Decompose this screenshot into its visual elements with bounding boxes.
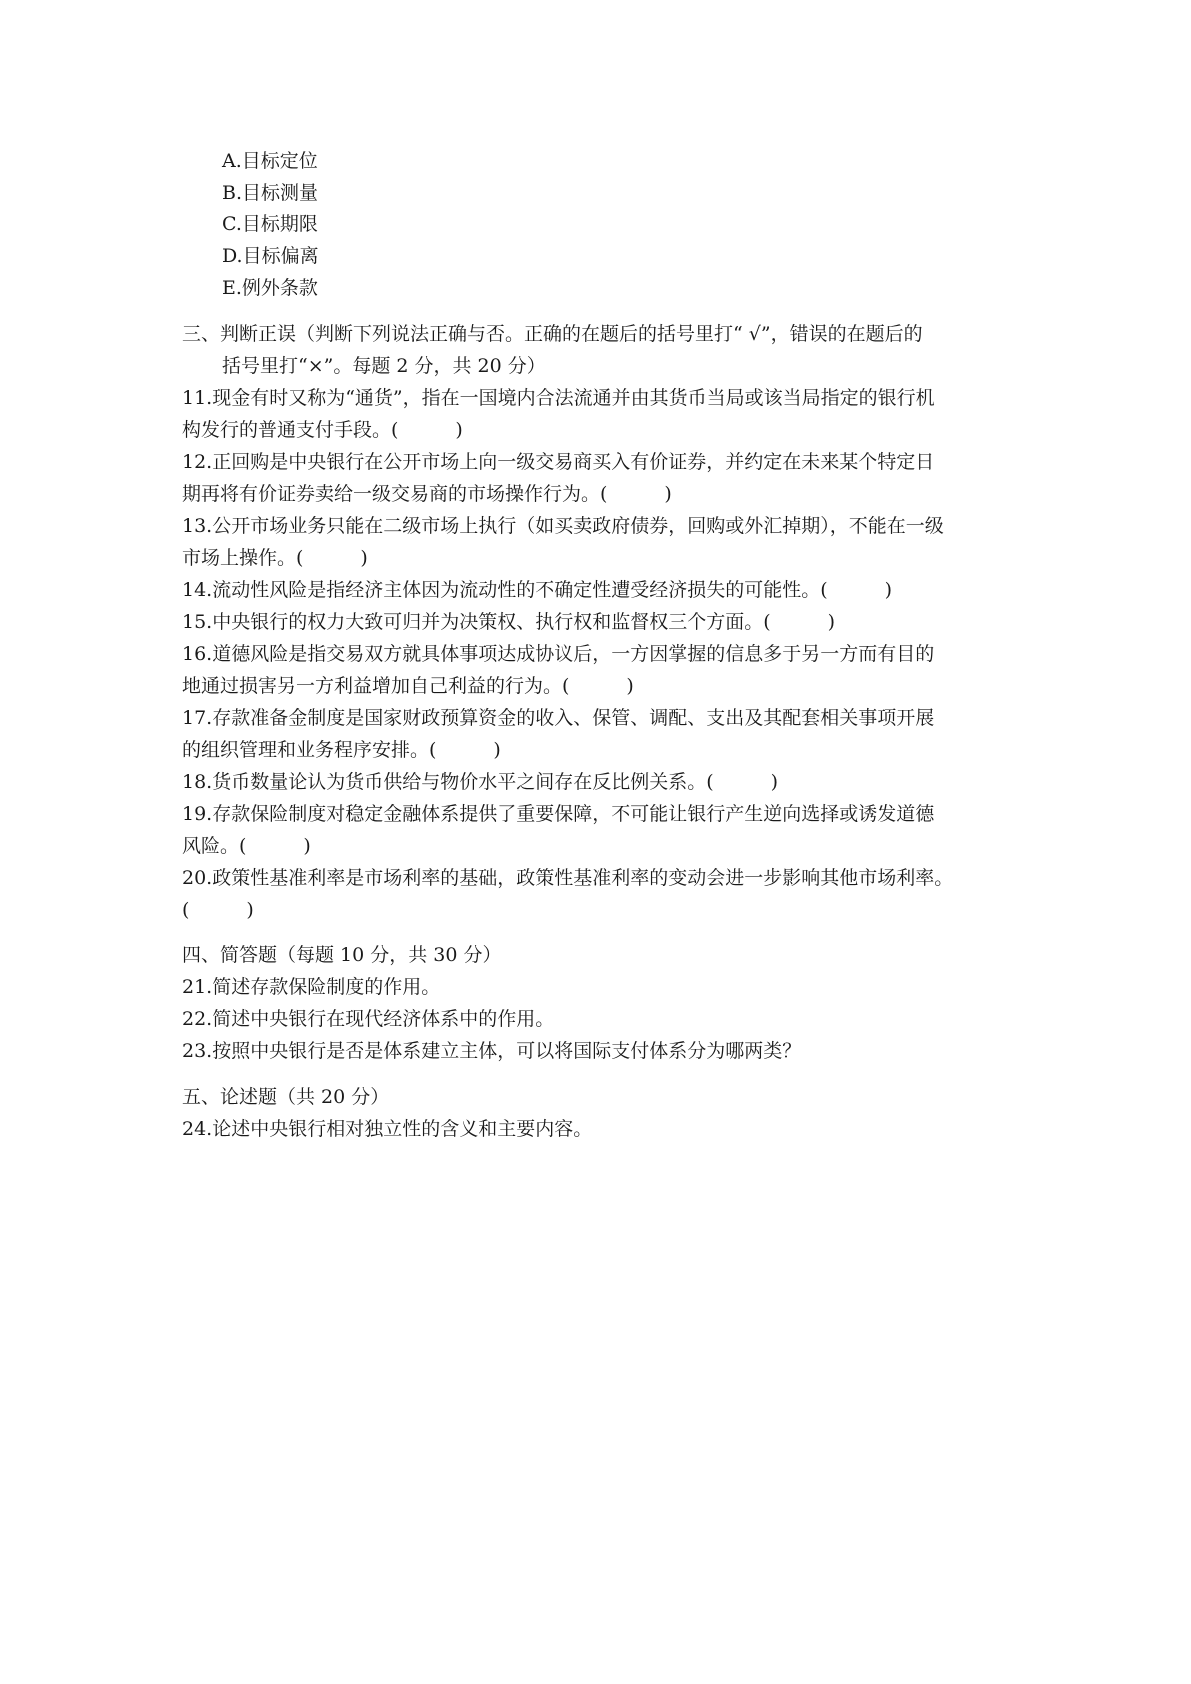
question-16-line1: 16.道德风险是指交易双方就具体事项达成协议后，一方因掌握的信息多于另一方而有目的	[182, 643, 935, 665]
question-22: 22.简述中央银行在现代经济体系中的作用。	[182, 1008, 555, 1030]
option-e: E.例外条款	[222, 277, 318, 299]
question-14: 14.流动性风险是指经济主体因为流动性的不确定性遭受经济损失的可能性。( )	[182, 579, 893, 601]
question-23: 23.按照中央银行是否是体系建立主体，可以将国际支付体系分为哪两类？	[182, 1040, 802, 1062]
question-17-line2: 的组织管理和业务程序安排。( )	[182, 739, 501, 761]
section4-heading: 四、简答题（每题 10 分，共 30 分）	[182, 944, 502, 966]
option-b: B.目标测量	[222, 182, 319, 204]
question-19-line1: 19.存款保险制度对稳定金融体系提供了重要保障，不可能让银行产生逆向选择或诱发道德	[182, 803, 935, 825]
question-20-line1: 20.政策性基准利率是市场利率的基础，政策性基准利率的变动会进一步影响其他市场利率。	[182, 867, 954, 889]
question-18: 18.货币数量论认为货币供给与物价水平之间存在反比例关系。( )	[182, 771, 779, 793]
question-20-line2: ( )	[182, 899, 254, 921]
option-a: A.目标定位	[222, 150, 318, 172]
question-13-line1: 13.公开市场业务只能在二级市场上执行（如买卖政府债券，回购或外汇掉期），不能在一级	[182, 515, 944, 537]
section3-heading-line2: 括号里打“×”。每题 2 分，共 20 分）	[222, 355, 546, 377]
question-17-line1: 17.存款准备金制度是国家财政预算资金的收入、保管、调配、支出及其配套相关事项开展	[182, 707, 935, 729]
question-13-line2: 市场上操作。( )	[182, 547, 368, 569]
question-12-line1: 12.正回购是中央银行在公开市场上向一级交易商买入有价证券，并约定在未来某个特定日	[182, 451, 935, 473]
option-d: D.目标偏离	[222, 245, 319, 267]
question-11-line2: 构发行的普通支付手段。( )	[182, 419, 463, 441]
section5-heading: 五、论述题（共 20 分）	[182, 1086, 390, 1108]
question-12-line2: 期再将有价证券卖给一级交易商的市场操作行为。( )	[182, 483, 672, 505]
question-15: 15.中央银行的权力大致可归并为决策权、执行权和监督权三个方面。( )	[182, 611, 836, 633]
question-16-line2: 地通过损害另一方利益增加自己利益的行为。( )	[182, 675, 634, 697]
section3-heading-line1: 三、判断正误（判断下列说法正确与否。正确的在题后的括号里打“ √”，错误的在题后的	[182, 323, 923, 345]
question-19-line2: 风险。( )	[182, 835, 311, 857]
option-c: C.目标期限	[222, 213, 318, 235]
question-21: 21.简述存款保险制度的作用。	[182, 976, 441, 998]
question-24: 24.论述中央银行相对独立性的含义和主要内容。	[182, 1118, 593, 1140]
question-11-line1: 11.现金有时又称为“通货”，指在一国境内合法流通并由其货币当局或该当局指定的银行机	[182, 387, 935, 409]
